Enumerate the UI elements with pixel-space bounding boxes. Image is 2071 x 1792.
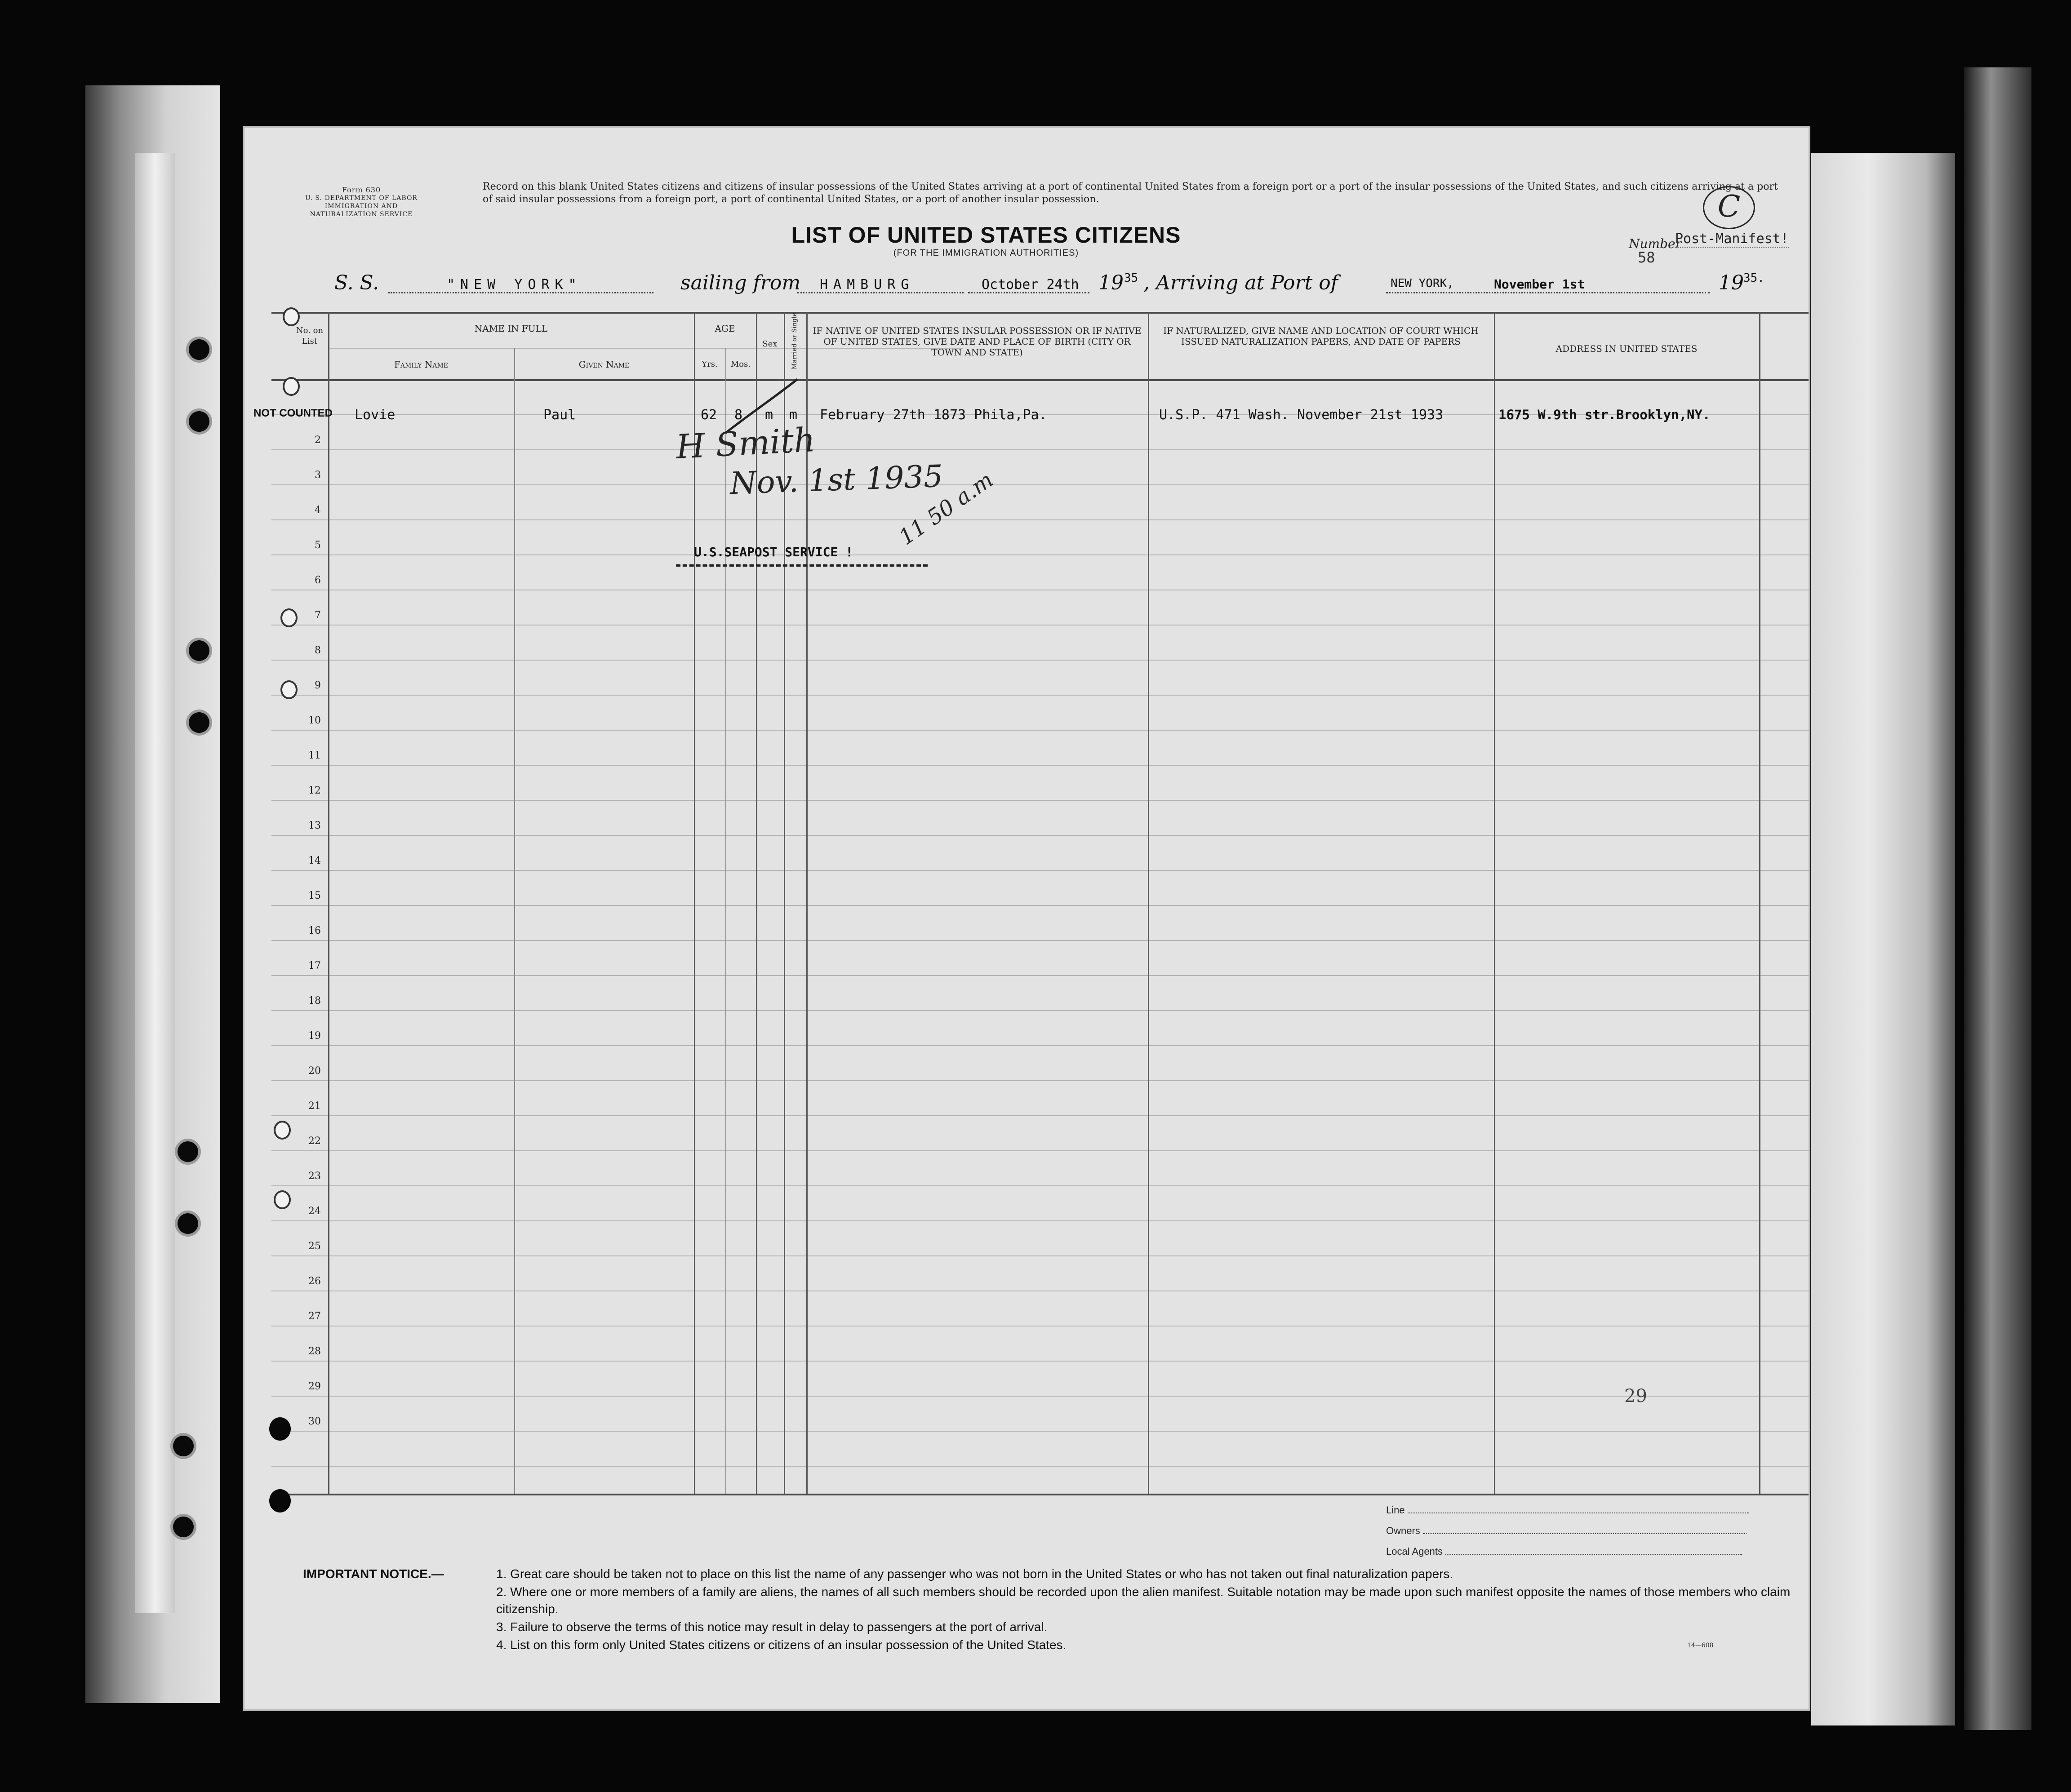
- ss-label: S. S.: [334, 271, 379, 294]
- notice-lead: IMPORTANT NOTICE.—: [303, 1567, 444, 1581]
- punch-hole: [269, 1489, 291, 1513]
- family-name-cell: Lovie: [355, 407, 396, 423]
- binder-strip: [135, 153, 175, 1613]
- birth-cell: February 27th 1873 Phila,Pa.: [820, 407, 1047, 423]
- header-given-name: Given Name: [578, 359, 630, 370]
- arrival-date: November 1st: [1494, 277, 1585, 292]
- page-stamp: 58: [1638, 249, 1655, 266]
- seapost-stamp: U.S.SEAPOST SERVICE !: [694, 545, 853, 559]
- line-field: [1386, 1504, 1749, 1516]
- arrival-port: NEW YORK,: [1391, 277, 1454, 290]
- manifest-page: [243, 126, 1810, 1711]
- number-value: Post-Manifest!: [1675, 231, 1789, 247]
- binder-hole: [173, 1436, 194, 1456]
- age-years-cell: 62: [701, 407, 717, 423]
- preamble-text: Record on this blank United States citizens and citizens of insular possessions of the United States arriving at a port of continental United States from a foreign port or a port of the insular possessions of the United States, and such citizens arriving at a port of said insular possessions from a foreign port, a port of continental United States, or a port of another insular possession.: [483, 181, 1778, 205]
- header-no-on-list: No. on List: [296, 326, 324, 346]
- arriving-label: , Arriving at Port of: [1143, 271, 1338, 294]
- service-name: IMMIGRATION AND NATURALIZATION SERVICE: [310, 203, 413, 218]
- departure-port: HAMBURG: [820, 277, 915, 293]
- inspector-signature: H Smith: [675, 420, 817, 467]
- row-number: 9: [315, 680, 321, 691]
- row-number: 13: [308, 820, 321, 831]
- seapost-underline: [676, 564, 928, 567]
- notice-item: 2. Where one or more members of a family are aliens, the names of all such members should be recorded upon the alien manifest. Suitable notation may be made upon such manifest opposite the names of those members who claim citizenship.: [496, 1585, 1791, 1616]
- scan-right-edge: [1964, 67, 2031, 1730]
- arriving-text: Arriving at Port of: [1155, 271, 1338, 294]
- punch-hole: [269, 1417, 291, 1441]
- row-number: 27: [308, 1311, 321, 1322]
- header-yrs: Yrs.: [702, 359, 718, 369]
- sailing-label: sailing from: [680, 271, 801, 294]
- form-title: LIST OF UNITED STATES CITIZENS: [791, 222, 1181, 248]
- address-cell: 1675 W.9th str.Brooklyn,NY.: [1498, 407, 1711, 422]
- line-label: Line: [1386, 1504, 1405, 1516]
- department-name: U. S. DEPARTMENT OF LABOR: [305, 195, 418, 202]
- row-number: 20: [308, 1065, 321, 1077]
- notice-item: 1. Great care should be taken not to place on this list the name of any passenger who was not born in the United States or who has not taken out final naturalization papers.: [496, 1567, 1453, 1581]
- header-address: ADDRESS IN UNITED STATES: [1555, 343, 1698, 354]
- row-number: 11: [308, 750, 321, 761]
- row-number: 24: [308, 1206, 321, 1217]
- arrival-year: 35.: [1743, 271, 1764, 285]
- row-number: 29: [308, 1381, 321, 1392]
- voyage-line: [334, 271, 1764, 298]
- departure-date: October 24th: [982, 277, 1079, 293]
- list-number-block: [1629, 186, 1809, 262]
- punch-mark: [274, 1121, 291, 1140]
- row-number: 17: [308, 960, 321, 971]
- row-number: 7: [315, 610, 321, 621]
- form-subtitle: (FOR THE IMMIGRATION AUTHORITIES): [893, 248, 1079, 258]
- notice-item: 3. Failure to observe the terms of this notice may result in delay to passengers at the port of arrival.: [496, 1620, 1048, 1634]
- arrival-year-prefix: 19: [1719, 271, 1744, 294]
- row-number: 28: [308, 1346, 321, 1357]
- row-number: 16: [308, 925, 321, 936]
- binder-hole: [189, 411, 209, 432]
- agents-label: Local Agents: [1386, 1546, 1443, 1557]
- departure-year-prefix: 19: [1098, 271, 1124, 294]
- page-number-stamp: 29: [1624, 1386, 1647, 1406]
- row-number: 4: [315, 505, 321, 516]
- ship-name: "NEW YORK": [447, 277, 582, 293]
- row-number: 21: [308, 1100, 321, 1112]
- notice-item: 4. List on this form only United States citizens or citizens of an insular possession of the United States.: [496, 1638, 1067, 1652]
- binder-hole: [189, 339, 209, 360]
- binder-hole: [173, 1517, 194, 1537]
- handwritten-time: 11 50 a.m: [894, 467, 998, 550]
- row-number: 18: [308, 995, 321, 1007]
- row-number: 14: [308, 855, 321, 866]
- header-family-name: Family Name: [394, 359, 449, 370]
- binder-right-edge: [1811, 153, 1955, 1725]
- circled-letter: C: [1703, 186, 1755, 229]
- departure-year: 35: [1124, 271, 1138, 285]
- age-months-cell: 8: [734, 407, 743, 423]
- header-married-or-single: Married or Single: [791, 312, 798, 370]
- punch-mark: [280, 680, 298, 699]
- form-id-block: [294, 186, 429, 218]
- punch-mark: [280, 608, 298, 627]
- row-number: 10: [308, 715, 321, 726]
- naturalization-cell: U.S.P. 471 Wash. November 21st 1933: [1159, 407, 1444, 423]
- not-counted-flag: NOT COUNTED: [253, 407, 333, 419]
- header-name-in-full: NAME IN FULL: [474, 323, 548, 334]
- row-number: 15: [308, 890, 321, 901]
- row-number: 22: [308, 1136, 321, 1147]
- row-number: 12: [308, 785, 321, 796]
- given-name-cell: Paul: [543, 407, 576, 423]
- row-number: 30: [308, 1416, 321, 1427]
- punch-mark: [283, 307, 300, 326]
- owners-field: [1386, 1525, 1747, 1537]
- passenger-table: [244, 312, 1809, 1498]
- binder-hole: [178, 1141, 198, 1162]
- binder-hole: [189, 712, 209, 733]
- header-birth: IF NATIVE OF UNITED STATES INSULAR POSSESSION OR IF NATIVE OF UNITED STATES, GIVE DATE AND PLACE OF BIRTH (CITY OR TOWN AND STATE): [813, 325, 1142, 358]
- number-label: Number: [1629, 236, 1681, 251]
- print-code: 14—608: [1687, 1642, 1714, 1649]
- punch-mark: [283, 377, 300, 396]
- handwritten-date: Nov. 1st 1935: [729, 458, 944, 502]
- row-number: 8: [315, 645, 321, 656]
- sex-cell: m: [765, 407, 773, 423]
- header-age: AGE: [715, 323, 735, 334]
- agents-field: [1386, 1546, 1742, 1557]
- row-number: 25: [308, 1241, 321, 1252]
- row-number: 26: [308, 1276, 321, 1287]
- row-number: 19: [308, 1030, 321, 1042]
- owners-label: Owners: [1386, 1525, 1420, 1536]
- header-mos: Mos.: [730, 359, 751, 369]
- marital-cell: m: [789, 407, 798, 423]
- row-number: 5: [315, 540, 321, 551]
- punch-mark: [274, 1190, 291, 1209]
- binder-hole: [189, 640, 209, 661]
- header-naturalized: IF NATURALIZED, GIVE NAME AND LOCATION OF COURT WHICH ISSUED NATURALIZATION PAPERS, AND DATE OF PAPERS: [1163, 325, 1479, 347]
- row-number: 23: [308, 1171, 321, 1182]
- header-sex: Sex: [762, 339, 778, 349]
- form-number: Form 630: [342, 186, 381, 194]
- row-number: 2: [315, 435, 321, 446]
- row-number: 3: [315, 470, 321, 481]
- row-number: 6: [315, 575, 321, 586]
- binder-hole: [178, 1213, 198, 1234]
